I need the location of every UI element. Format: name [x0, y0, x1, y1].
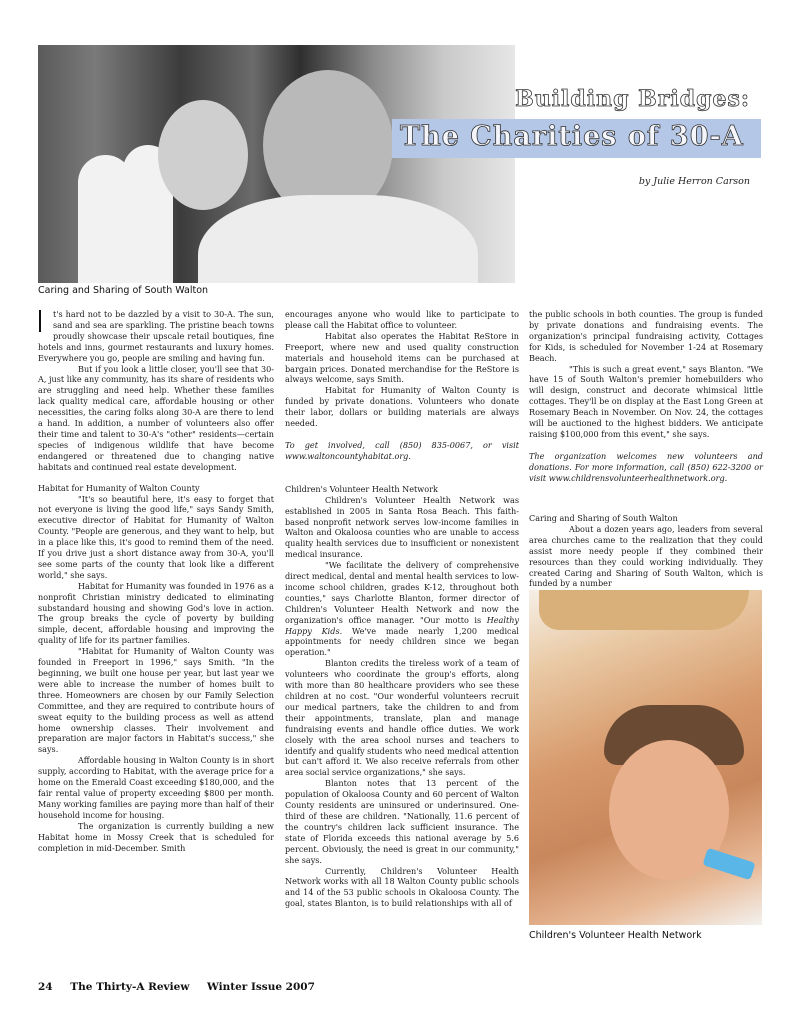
section-heading-cvhn: Children's Volunteer Health Network	[285, 483, 438, 494]
css-paragraph-1: About a dozen years ago, leaders from several area churches came to the realization that they could assist more needy people if they combined their resources than they could working individually. They created Caring and Sharing of South Walton, which is funded by a number	[529, 523, 763, 589]
section-heading-css: Caring and Sharing of South Walton	[529, 513, 678, 523]
habitat-paragraph-4: Affordable housing in Walton County is in short supply, according to Habitat, with the average price for a home on the Emerald Coast exceeding $180,000, and the fair rental value of property exceeding $800 per month. Many working families are paying more than half of their household income for housing.	[38, 755, 274, 820]
top-photo-caption: Caring and Sharing of South Walton	[38, 285, 209, 296]
bottom-photo-caption: Children's Volunteer Health Network	[529, 930, 702, 941]
page-number: 24	[38, 981, 53, 993]
woman-hair	[539, 590, 749, 630]
habitat-paragraph-3: "Habitat for Humanity of Walton County was founded in Freeport in 1996," says Smith. "In the beginning, we built one house per year, but last year we were able to increase the number of homes built to three. Homeowners are chosen by our Family Selection Committee, and they are required to contribute hours of sweat equity to the building process as well as attend home ownership classes. Their involvement and preparation are major factors in Habitat's success," she says.	[38, 646, 274, 755]
drop-cap	[39, 310, 47, 332]
cvhn-paragraph-4: Blanton notes that 13 percent of the population of Okaloosa County and 60 percent of Walton County residents are uninsured or underinsured. One-third of these are children. "Nationally, 11.6 percent of the country's children lack sufficient insurance. The state of Florida exceeds this national average by 5.6 percent. Obviously, the need is great in our community," she says.	[285, 778, 519, 865]
publication-name: The Thirty-A Review	[70, 981, 190, 993]
bottom-photo	[529, 590, 762, 925]
cvhn-paragraph-2: "We facilitate the delivery of comprehensive direct medical, dental and mental health services to low-income school children, grades K-12, throughout both counties," says Charlotte Blanton, former director of Children's Volunteer Health Network and now the organization's office manager. "Our motto is Healthy Happy Kids. We've made nearly 1,200 medical appointments for needy children since we began operation."	[285, 560, 519, 658]
clothing	[198, 195, 478, 283]
column-3	[529, 309, 763, 484]
habitat-continued: encourages anyone who would like to participate to please call the Habitat office to volunteer.	[285, 309, 519, 330]
habitat-paragraph-5: The organization is currently building a new Habitat home in Mossy Creek that is scheduled for completion in mid-December. Smith	[38, 820, 274, 853]
habitat-paragraph-2: Habitat for Humanity was founded in 1976 as a nonprofit Christian ministry dedicated to eliminating substandard housing and showing God's love in action. The group breaks the cycle of poverty by building simple, decent, affordable housing and improving the quality of life for its partner families.	[38, 580, 274, 646]
column-2	[285, 309, 519, 909]
cvhn-contact-info: The organization welcomes new volunteers and donations. For more information, call (850) 622-3200 or visit www.childrensvolunteerhealthnetwork.org.	[529, 450, 763, 483]
page-footer	[38, 981, 329, 993]
byline: by Julie Herron Carson	[638, 176, 750, 187]
section-heading-habitat: Habitat for Humanity of Walton County	[38, 482, 200, 493]
top-photo	[38, 45, 515, 283]
article-title-line2: The Charities of 30-A	[400, 121, 744, 152]
cvhn-continued: the public schools in both counties. The group is funded by private donations and fundraising events. The organization's principal fundraising activity, Cottages for Kids, is scheduled for November 1-24 at Rosemary Beach.	[529, 309, 763, 363]
habitat-paragraph-1: "It's so beautiful here, it's easy to forget that not everyone is living the good life," says Sandy Smith, executive director of Habitat for Humanity of Walton County. "People are generous, and they want to help, but in a place like this, it's good to remind them of the need. If you drive just a short distance away from 30-A, you'll see some parts of the county that look like a different world," she says.	[38, 493, 274, 580]
restore-paragraph: Habitat also operates the Habitat ReStore in Freeport, where new and used quality construction materials and household items can be purchased at bargain prices. Donated merchandise for the ReStore is always welcome, says Smith.	[285, 330, 519, 385]
column-1	[38, 309, 274, 853]
column-3-lower	[529, 513, 763, 589]
cvhn-motto: Healthy Happy Kids	[285, 614, 519, 636]
wristband	[702, 848, 755, 881]
funding-paragraph: Habitat for Humanity of Walton County is funded by private donations. Volunteers who donate their labor, dollars or building materials are always needed.	[285, 385, 519, 429]
intro-paragraph-1: t's hard not to be dazzled by a visit to 30-A. The sun, sand and sea are sparkling. The pristine beach towns proudly showcase their upscale retail boutiques, fine hotels and inns, gourmet restaurants and luxury homes. Everywhere you go, people are smiling and having fun.	[38, 309, 274, 363]
cvhn-paragraph-3: Blanton credits the tireless work of a team of volunteers who coordinate the group's efforts, along with more than 80 healthcare providers who see these children at no cost. "Our wonderful volunteers recruit our medical partners, take the children to and from their appointments, translate, plan and manage fundraising events and handle office duties. We work closely with the area school nurses and teachers to identify and qualify students who need medical attention but can't afford it. We also receive referrals from other area social service organizations," she says.	[285, 658, 520, 778]
child-figure	[158, 100, 248, 210]
issue-label: Winter Issue 2007	[207, 981, 315, 993]
intro-paragraph-2: But if you look a little closer, you'll see that 30-A, just like any community, has its share of residents who are struggling and need help. Whether these families lack quality medical care, affordable housing or other necessities, the caring folks along 30-A are there to lend a hand. In addition, a number of volunteers also offer their time and talent to 30-A's "other" residents—certain species of indigenous wildlife that have become endangered or threatened due to changing native habitats and continued real estate development.	[38, 363, 274, 472]
cvhn-paragraph-5: Currently, Children's Volunteer Health Network works with all 18 Walton County public schools and 14 of the 53 public schools in Okaloosa County. The goal, states Blanton, is to build relationships with all of	[285, 865, 519, 909]
event-paragraph: "This is such a great event," says Blanton. "We have 15 of South Walton's premier homebuilders who will design, construct and decorate whimsical little cottages. They'll be on display at the East Long Green at Rosemary Beach in November. On Nov. 24, the cottages will be auctioned to the highest bidders. We anticipate raising $100,000 from this event," she says.	[529, 363, 763, 439]
habitat-contact-info: To get involved, call (850) 835-0067, or visit www.waltoncountyhabitat.org.	[285, 439, 519, 461]
cvhn-paragraph-1: Children's Volunteer Health Network was established in 2005 in Santa Rosa Beach. This faith-based nonprofit network serves low-income families in Walton and Okaloosa counties who are unable to access quality health services due to insufficient or nonexistent medical insurance.	[285, 494, 519, 560]
article-title-line1: Building Bridges:	[515, 86, 750, 112]
